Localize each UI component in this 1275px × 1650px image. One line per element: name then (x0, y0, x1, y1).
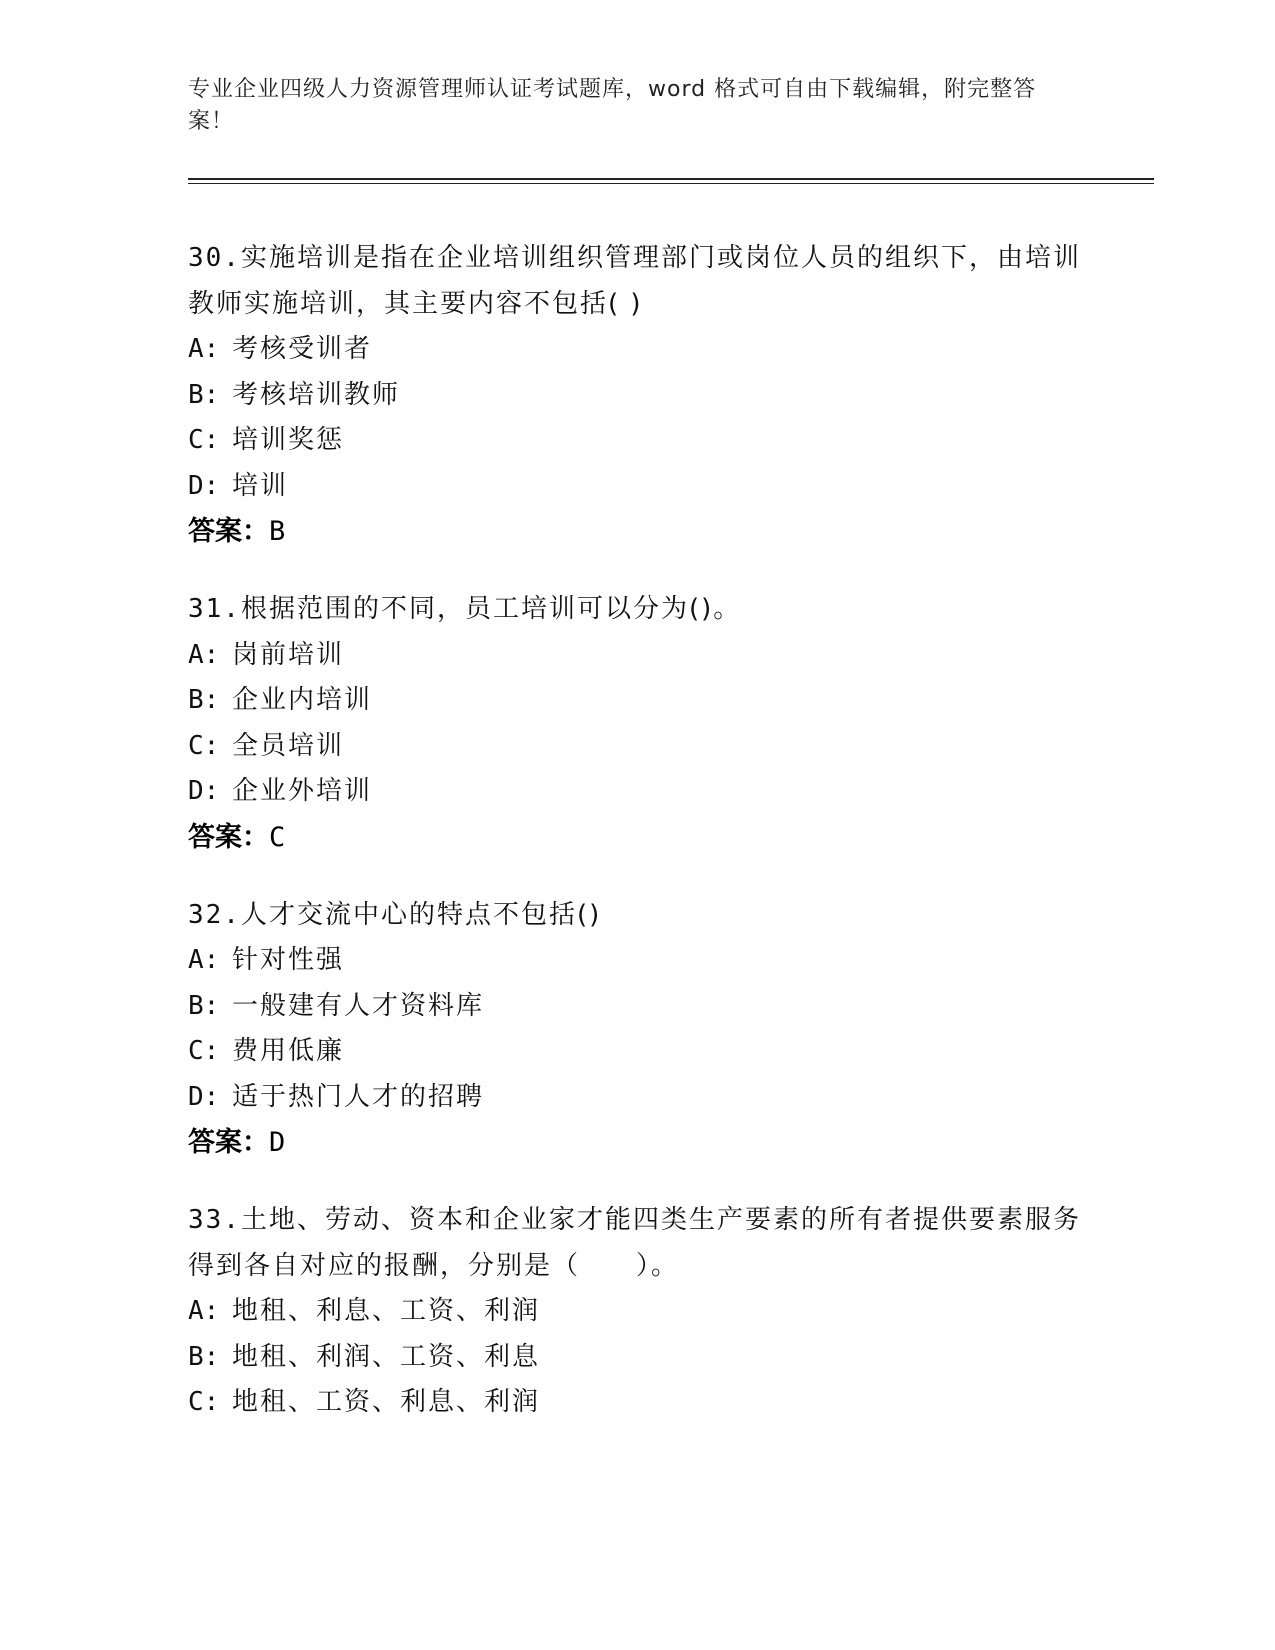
option-letter: C: (188, 730, 220, 761)
option-text: 地租、利润、工资、利息 (232, 1341, 541, 1372)
question-body: 根据范围的不同，员工培训可以分为()。 (240, 594, 742, 624)
option-text: 费用低廉 (232, 1036, 345, 1066)
document-header (188, 74, 1068, 138)
option-letter: B: (188, 1341, 220, 1372)
answer-line (188, 1120, 1088, 1166)
option-text: 全员培训 (232, 730, 345, 761)
question-text (188, 1198, 1088, 1289)
answer-label: 答案： (188, 1127, 269, 1158)
answer-value: C (269, 821, 286, 853)
answer-label: 答案： (188, 821, 269, 853)
option-letter: B: (188, 379, 220, 410)
option-text: 考核培训教师 (232, 379, 401, 410)
option-a (188, 938, 1088, 984)
option-text: 培训 (232, 470, 289, 501)
option-b (188, 984, 1088, 1030)
option-d (188, 464, 1088, 510)
header-text: 专业企业四级人力资源管理师认证考试题库，word 格式可自由下载编辑，附完整答案！ (188, 77, 1037, 134)
answer-line (188, 815, 1088, 861)
header-divider-thin (188, 183, 1154, 184)
option-letter: A: (188, 1296, 220, 1326)
question-number: 32. (188, 899, 241, 930)
question-33 (188, 1198, 1088, 1426)
option-text: 企业外培训 (232, 776, 373, 806)
question-number: 30. (188, 243, 241, 273)
option-letter: C: (188, 1387, 220, 1417)
option-letter: B: (188, 685, 220, 715)
option-text: 地租、利息、工资、利润 (232, 1296, 541, 1326)
option-text: 地租、工资、利息、利润 (232, 1387, 541, 1417)
question-30 (188, 236, 1088, 555)
question-32 (188, 893, 1088, 1167)
option-letter: C: (188, 1036, 220, 1066)
option-b (188, 373, 1088, 419)
option-letter: A: (188, 639, 220, 670)
option-text: 企业内培训 (232, 685, 373, 715)
option-letter: D: (188, 1081, 220, 1112)
question-31 (188, 587, 1088, 861)
option-c (188, 724, 1088, 770)
option-c (188, 1380, 1088, 1426)
option-a (188, 327, 1088, 373)
question-body: 人才交流中心的特点不包括() (240, 899, 602, 930)
question-number: 31. (188, 594, 241, 624)
question-text (188, 236, 1088, 327)
question-body: 土地、劳动、资本和企业家才能四类生产要素的所有者提供要素服务得到各自对应的报酬，分别是（ ）。 (188, 1205, 1081, 1281)
option-text: 岗前培训 (232, 639, 345, 670)
option-d (188, 1075, 1088, 1121)
option-letter: A: (188, 945, 220, 975)
option-letter: C: (188, 425, 220, 455)
option-text: 培训奖惩 (232, 425, 345, 455)
option-d (188, 769, 1088, 815)
option-b (188, 1335, 1088, 1381)
option-text: 适于热门人才的招聘 (232, 1081, 485, 1112)
question-number: 33. (188, 1205, 241, 1235)
option-letter: B: (188, 990, 220, 1021)
option-letter: D: (188, 776, 220, 806)
answer-label: 答案： (188, 516, 269, 547)
question-list (188, 236, 1088, 1458)
option-text: 考核受训者 (232, 334, 373, 364)
question-text (188, 893, 1088, 939)
option-text: 一般建有人才资料库 (232, 990, 485, 1021)
question-text (188, 587, 1088, 633)
answer-line (188, 509, 1088, 555)
option-a (188, 1289, 1088, 1335)
option-c (188, 418, 1088, 464)
option-a (188, 633, 1088, 679)
answer-value: D (269, 1127, 286, 1158)
question-body: 实施培训是指在企业培训组织管理部门或岗位人员的组织下，由培训教师实施培训，其主要内容不包括( ) (188, 243, 1081, 319)
option-b (188, 678, 1088, 724)
option-letter: D: (188, 470, 220, 501)
answer-value: B (269, 516, 286, 547)
option-text: 针对性强 (232, 945, 345, 975)
option-letter: A: (188, 334, 220, 364)
option-c (188, 1029, 1088, 1075)
header-divider-thick (188, 178, 1154, 180)
